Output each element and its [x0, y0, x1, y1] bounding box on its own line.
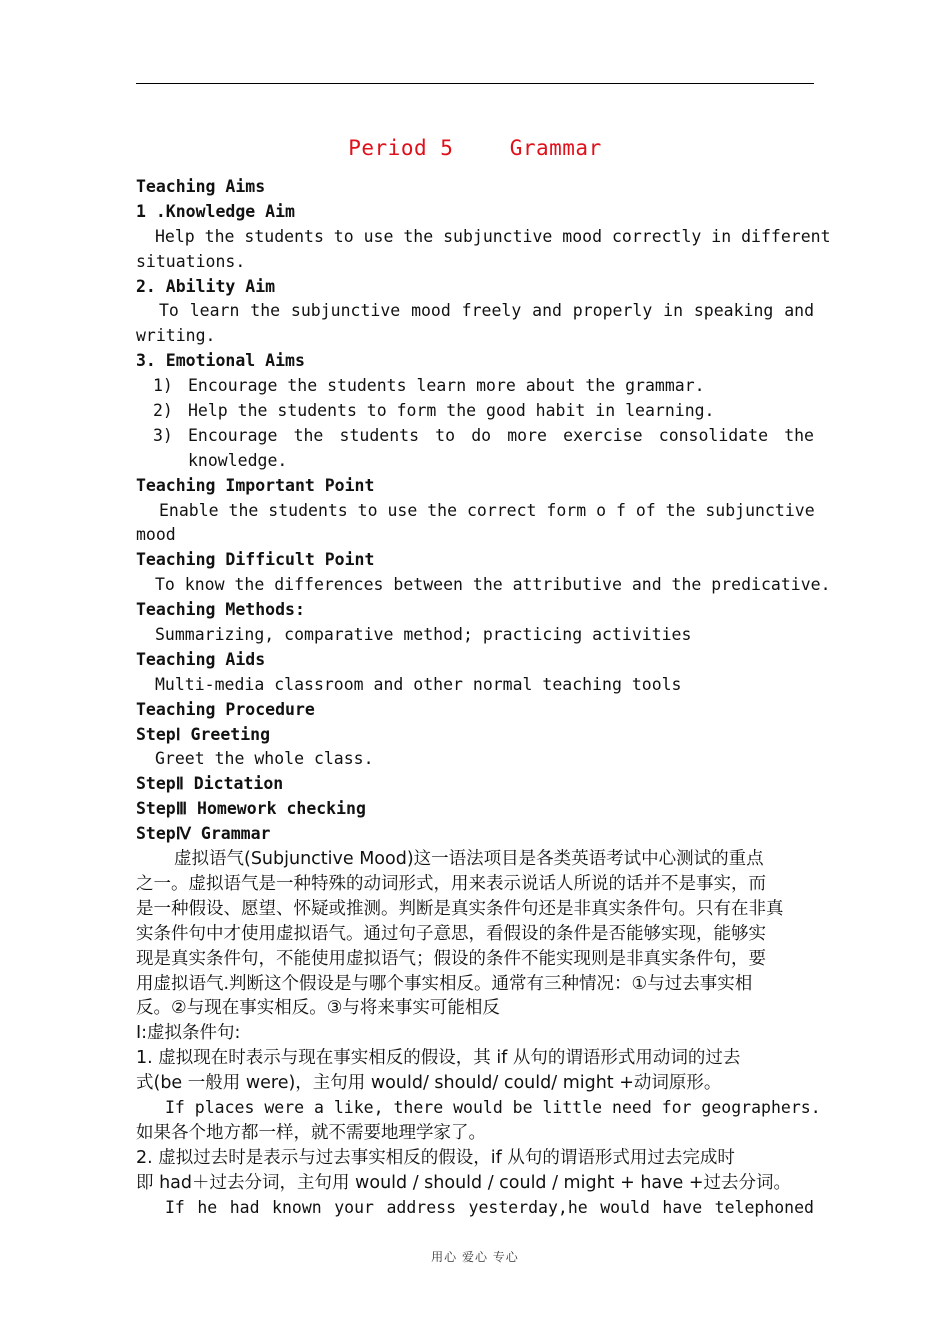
step-1-heading: StepⅠ Greeting — [136, 724, 271, 744]
title-topic: Grammar — [509, 136, 602, 160]
ability-aim-text: To learn the subjunctive mood freely and properly in speaking and — [159, 301, 814, 321]
paragraph-line: 用虚拟语气.判断这个假设是与哪个事实相反。通常有三种情况：①与过去事实相 — [136, 973, 753, 994]
knowledge-aim-text: Help the students to use the subjunctive mood correctly in different — [155, 226, 831, 246]
important-point-text: Enable the students to use the correct form o f of the subjunctive — [159, 500, 815, 520]
rule-2-paragraph — [136, 1146, 814, 1196]
paragraph-line: 实条件句中才使用虚拟语气。通过句子意思，看假设的条件是否能够实现，能够实 — [136, 923, 766, 944]
emotional-aim-item — [136, 374, 814, 399]
item-text: Help the students to form the good habit in learning. — [188, 401, 715, 421]
section-heading: I:虚拟条件句: — [136, 1023, 241, 1044]
item-number: 1) — [153, 376, 173, 396]
paragraph-line: 1. 虚拟现在时表示与现在事实相反的假设，其 if 从句的谓语形式用动词的过去 — [136, 1048, 741, 1069]
important-point-text-cont: mood — [136, 525, 176, 545]
important-point-heading: Teaching Important Point — [136, 475, 375, 495]
paragraph-line: 即 had＋过去分词，主句用 would / should / could / might + have +过去分词。 — [136, 1172, 791, 1193]
example-1-chinese: 如果各个地方都一样，就不需要地理学家了。 — [136, 1122, 486, 1143]
item-text: Encourage the students to do more exercise consolidate the — [188, 425, 814, 445]
page-title — [0, 136, 950, 160]
emotional-aim-item — [136, 424, 814, 449]
item-text: Encourage the students learn more about the grammar. — [188, 376, 705, 396]
difficult-point-heading: Teaching Difficult Point — [136, 550, 375, 570]
methods-text: Summarizing, comparative method; practicing activities — [155, 625, 692, 645]
item-number: 2) — [153, 401, 173, 421]
methods-heading: Teaching Methods: — [136, 600, 305, 620]
page-footer: 用心 爱心 专心 — [431, 1250, 519, 1264]
aids-text: Multi-media classroom and other normal teaching tools — [155, 674, 682, 694]
difficult-point-text: To know the differences between the attributive and the predicative. — [155, 575, 831, 595]
paragraph-line: 现是真实条件句，不能使用虚拟语气；假设的条件不能实现则是非真实条件句，要 — [136, 948, 766, 969]
example-2-english: If he had known your address yesterday,he would have telephoned — [165, 1197, 814, 1217]
paragraph-line: 是一种假设、愿望、怀疑或推测。判断是真实条件句还是非真实条件句。只有在非真 — [136, 898, 784, 919]
paragraph-line: 式(be 一般用 were)，主句用 would/ should/ could/ might +动词原形。 — [136, 1073, 722, 1094]
procedure-heading: Teaching Procedure — [136, 699, 315, 719]
step-1-text: Greet the whole class. — [155, 749, 374, 769]
paragraph-line: 虚拟语气(Subjunctive Mood)这一语法项目是各类英语考试中心测试的重点 — [174, 849, 764, 870]
rule-1-paragraph — [136, 1046, 814, 1096]
ability-aim-text-cont: writing. — [136, 326, 216, 346]
grammar-intro-paragraph — [136, 847, 814, 1021]
step-2-heading: StepⅡ Dictation — [136, 774, 284, 794]
paragraph-line: 反。②与现在事实相反。③与将来事实可能相反 — [136, 998, 500, 1019]
example-1-english: If places were a like, there would be little need for geographers. — [165, 1097, 821, 1117]
emotional-aim-item-cont: knowledge. — [188, 450, 288, 470]
title-period: Period 5 — [348, 136, 454, 160]
emotional-aims-heading: 3. Emotional Aims — [136, 351, 305, 371]
header-rule — [136, 83, 814, 84]
ability-aim-heading: 2. Ability Aim — [136, 276, 276, 296]
knowledge-aim-heading: 1 .Knowledge Aim — [136, 201, 295, 221]
paragraph-line: 2. 虚拟过去时是表示与过去事实相反的假设，if 从句的谓语形式用过去完成时 — [136, 1147, 735, 1168]
paragraph-line: 之一。虚拟语气是一种特殊的动词形式，用来表示说话人所说的话并不是事实，而 — [136, 873, 766, 894]
lesson-plan — [136, 175, 831, 1220]
teaching-aims-heading: Teaching Aims — [136, 177, 266, 196]
item-number: 3) — [153, 425, 173, 445]
aids-heading: Teaching Aids — [136, 649, 266, 669]
step-4-heading: StepⅣ Grammar — [136, 824, 271, 844]
knowledge-aim-text-cont: situations. — [136, 251, 246, 271]
step-3-heading: StepⅢ Homework checking — [136, 799, 366, 819]
emotional-aim-item — [136, 399, 814, 424]
